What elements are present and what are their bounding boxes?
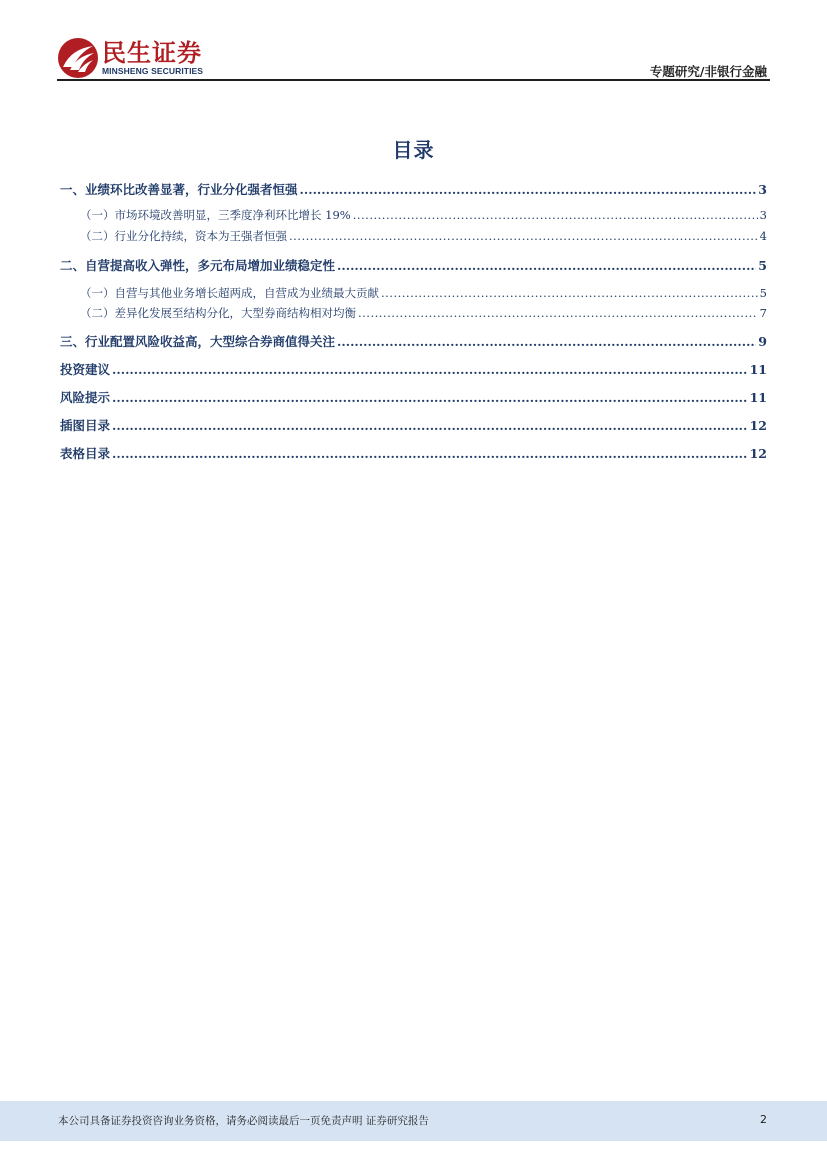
toc-entry-table-list[interactable] xyxy=(60,444,767,462)
toc-entry-text: （二）差异化发展至结构分化，大型券商结构相对均衡 xyxy=(80,306,356,320)
toc-page-number: 11 xyxy=(749,390,767,405)
toc-page-number: 12 xyxy=(749,418,767,433)
toc-leader-dots xyxy=(358,306,758,320)
toc-leader-dots xyxy=(337,258,756,273)
toc-entry-section-1-1[interactable] xyxy=(60,207,767,223)
toc-entry-text: 表格目录 xyxy=(60,446,111,461)
toc-entry-text: 插图目录 xyxy=(60,418,111,433)
toc-page-number: 11 xyxy=(749,362,767,377)
toc-leader-dots xyxy=(353,208,758,222)
toc-entry-text: 一、业绩环比改善显著，行业分化强者恒强 xyxy=(60,182,298,197)
toc-page-number: 12 xyxy=(749,446,767,461)
toc-entry-text: 风险提示 xyxy=(60,390,111,405)
toc-entry-risk-warning[interactable] xyxy=(60,388,767,406)
report-category: 专题研究/非银行金融 xyxy=(649,64,767,79)
logo-chinese-name: 民生证券 xyxy=(102,38,202,67)
toc-entry-text: （一）自营与其他业务增长超两成，自营成为业绩最大贡献 xyxy=(80,286,379,300)
toc-entry-section-1-2[interactable] xyxy=(60,228,767,244)
toc-entry-section-1[interactable] xyxy=(60,180,767,198)
toc-entry-section-2-2[interactable] xyxy=(60,305,767,321)
logo-english-name: MINSHENG SECURITIES xyxy=(102,65,204,76)
toc-page-number: 5 xyxy=(758,258,767,273)
toc-leader-dots xyxy=(112,446,748,461)
toc-page-number: 9 xyxy=(758,334,767,349)
toc-entry-text: 投资建议 xyxy=(60,362,111,377)
toc-leader-dots xyxy=(337,334,756,349)
toc-leader-dots xyxy=(112,362,748,377)
toc-leader-dots xyxy=(289,229,758,243)
toc-page-number: 7 xyxy=(759,306,767,320)
toc-leader-dots xyxy=(300,182,757,197)
toc-page-number: 4 xyxy=(759,229,767,243)
toc-entry-text: （二）行业分化持续，资本为王强者恒强 xyxy=(80,229,287,243)
header-divider xyxy=(57,79,770,81)
toc-entry-text: （一）市场环境改善明显，三季度净利环比增长 19% xyxy=(80,208,351,222)
minsheng-logo-icon xyxy=(57,37,99,79)
toc-leader-dots xyxy=(381,286,758,300)
page-header xyxy=(0,0,827,90)
toc-entry-section-2-1[interactable] xyxy=(60,285,767,301)
toc-leader-dots xyxy=(112,390,748,405)
toc-entry-figure-list[interactable] xyxy=(60,416,767,434)
toc-entry-investment-advice[interactable] xyxy=(60,360,767,378)
toc-leader-dots xyxy=(112,418,748,433)
toc-entry-text: 二、自营提高收入弹性，多元布局增加业绩稳定性 xyxy=(60,258,336,273)
toc-entry-section-2[interactable] xyxy=(60,256,767,274)
toc-entry-text: 三、行业配置风险收益高，大型综合券商值得关注 xyxy=(60,334,336,349)
toc-page-number: 3 xyxy=(758,182,767,197)
company-logo xyxy=(57,37,203,79)
page-number: 2 xyxy=(760,1113,767,1126)
toc-page-number: 3 xyxy=(759,208,767,222)
toc-title: 目录 xyxy=(392,138,435,162)
toc-page-number: 5 xyxy=(759,286,767,300)
footer-disclaimer: 本公司具备证券投资咨询业务资格，请务必阅读最后一页免责声明 证券研究报告 xyxy=(58,1115,429,1127)
toc-entry-section-3[interactable] xyxy=(60,332,767,350)
page-footer xyxy=(0,1101,827,1141)
